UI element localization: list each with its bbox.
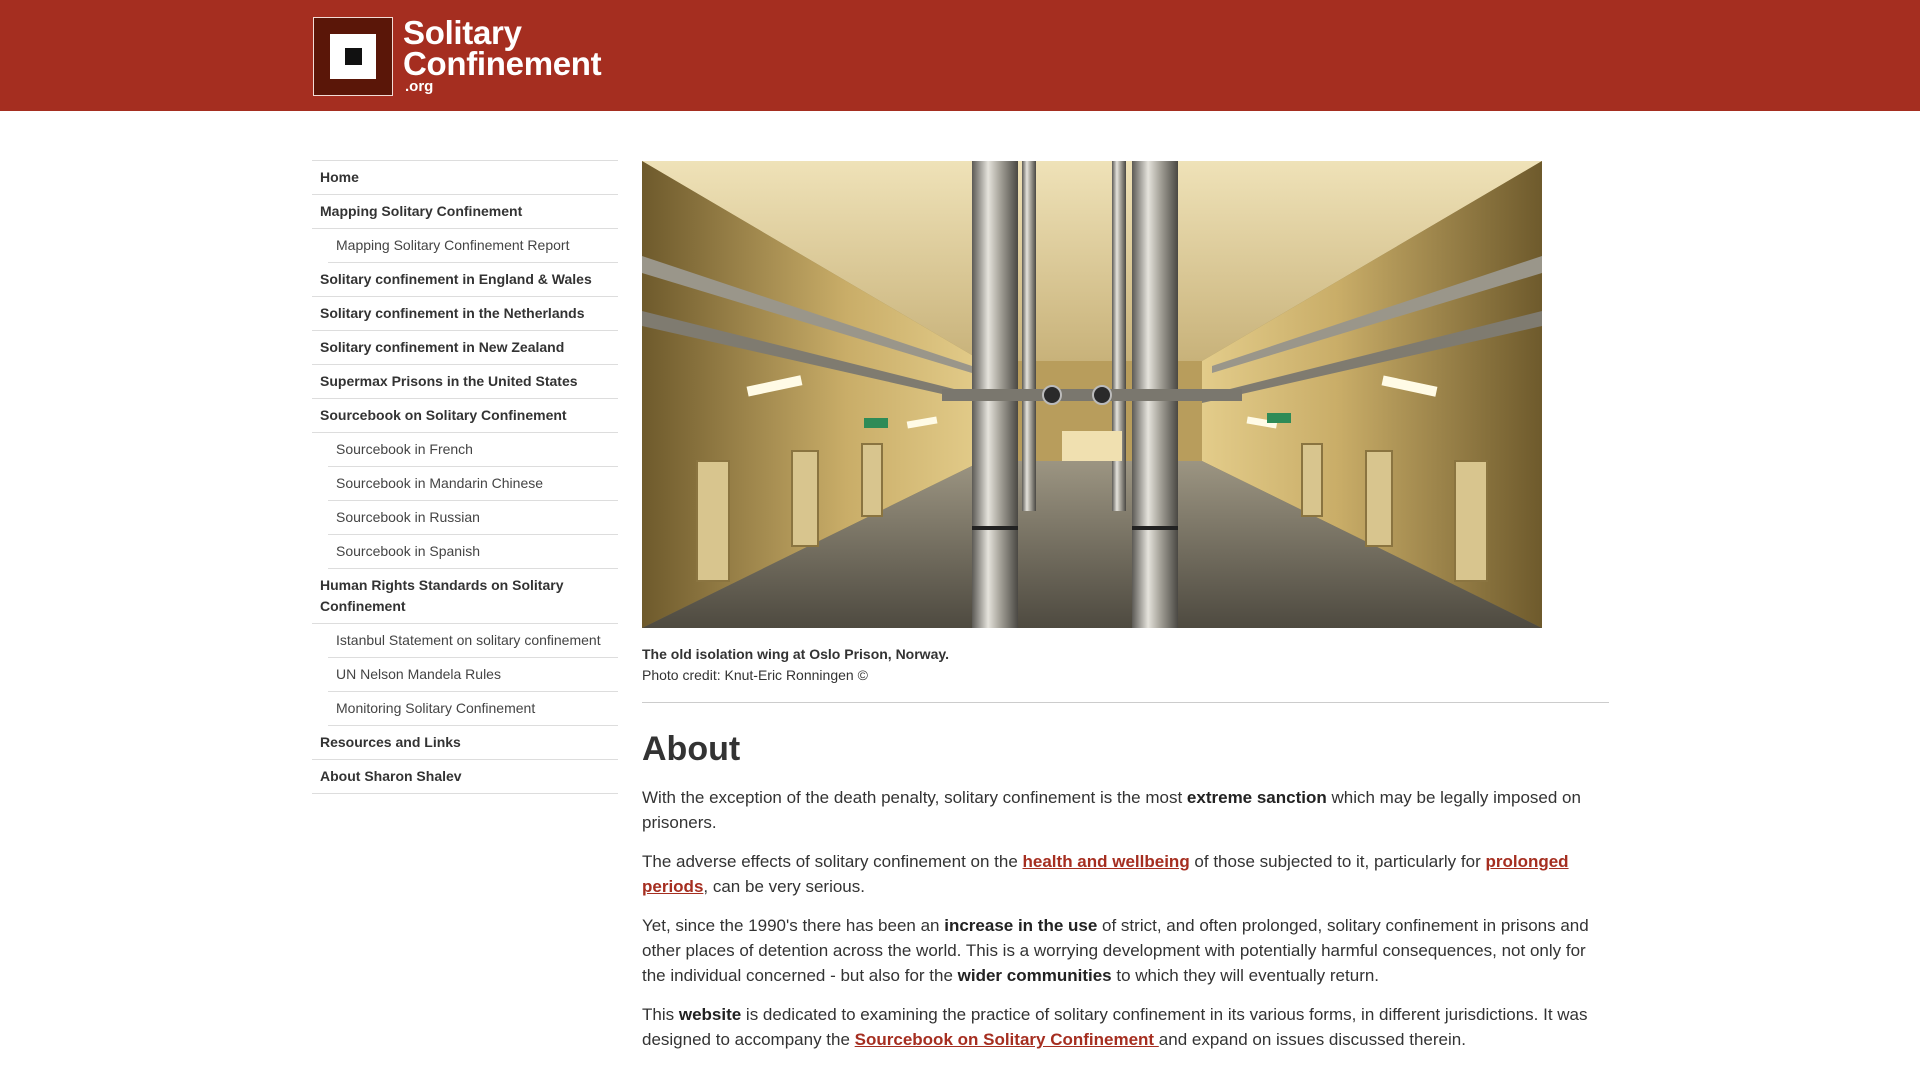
nav-item-netherlands[interactable] <box>312 297 618 331</box>
nav-item-sourcebook-russian[interactable] <box>328 501 618 535</box>
nav-label: Mapping Solitary Confinement <box>320 203 523 219</box>
text-span: of those subjected to it, particularly for <box>1189 852 1486 871</box>
nav-label: Solitary confinement in New Zealand <box>320 339 565 355</box>
about-paragraph-2 <box>642 849 1609 899</box>
nav-item-supermax[interactable] <box>312 365 618 399</box>
nav-label: Sourcebook on Solitary Confinement <box>320 407 567 423</box>
text-span: to which they will eventually return. <box>1111 966 1380 985</box>
site-header <box>0 0 1920 111</box>
text-span: The adverse effects of solitary confinement on the <box>642 852 1023 871</box>
logo-line1: Solitary <box>403 14 522 51</box>
sourcebook-link[interactable]: Sourcebook on Solitary Confinement <box>854 1030 1159 1049</box>
caption-title: The old isolation wing at Oslo Prison, Norway. <box>642 646 949 662</box>
nav-item-mapping-report[interactable] <box>328 229 618 263</box>
nav-item-sourcebook[interactable] <box>312 399 618 433</box>
nav-label: Sourcebook in Spanish <box>336 543 480 559</box>
nav-label: Sourcebook in Mandarin Chinese <box>336 475 544 491</box>
text-span: This <box>642 1005 679 1024</box>
nav-label: Sourcebook in Russian <box>336 509 480 525</box>
text-span: is dedicated to examining the practice of solitary confinement in its various forms, in different jurisdictions. It was designed to accompany the <box>642 1005 1588 1049</box>
nav-label: Home <box>320 169 359 185</box>
caption-credit: Photo credit: Knut-Eric Ronningen © <box>642 667 868 683</box>
nav-label: Sourcebook in French <box>336 441 473 457</box>
nav-label: Solitary confinement in the Netherlands <box>320 305 585 321</box>
nav-item-sourcebook-mandarin[interactable] <box>328 467 618 501</box>
nav-label: Istanbul Statement on solitary confinement <box>336 632 601 648</box>
nav-item-istanbul[interactable] <box>328 624 618 658</box>
nav-item-mandela-rules[interactable] <box>328 658 618 692</box>
health-wellbeing-link[interactable]: health and wellbeing <box>1022 852 1190 871</box>
nav-label: Resources and Links <box>320 734 461 750</box>
sidebar-nav <box>312 160 618 794</box>
logo-text <box>403 14 602 95</box>
nav-label: Monitoring Solitary Confinement <box>336 700 536 716</box>
nav-label: UN Nelson Mandela Rules <box>336 666 501 682</box>
text-span: With the exception of the death penalty, solitary confinement is the most <box>642 788 1187 807</box>
text-span: and expand on issues discussed therein. <box>1158 1030 1466 1049</box>
nav-item-england-wales[interactable] <box>312 263 618 297</box>
divider <box>642 702 1609 703</box>
emphasis-text: extreme sanction <box>1186 788 1327 807</box>
page-title: About <box>642 730 741 768</box>
prolonged-periods-link[interactable]: prolonged periods <box>642 852 1569 896</box>
hero-caption <box>642 644 1609 686</box>
nav-item-monitoring[interactable] <box>328 692 618 726</box>
nav-label: Human Rights Standards on Solitary Confinement <box>320 577 564 614</box>
nav-item-sourcebook-french[interactable] <box>328 433 618 467</box>
text-span: of strict, and often prolonged, solitary confinement in prisons and other places of detention across the world. This is a worrying development with potentially harmful consequences, not only for the individual concerned - but also for the <box>642 916 1589 985</box>
nav-label: About Sharon Shalev <box>320 768 462 784</box>
logo-line2: Confinement <box>403 45 602 82</box>
about-paragraph-3 <box>642 913 1609 988</box>
nav-item-sourcebook-spanish[interactable] <box>328 535 618 569</box>
emphasis-text: wider communities <box>957 966 1112 985</box>
about-paragraph-1 <box>642 785 1609 835</box>
nav-item-new-zealand[interactable] <box>312 331 618 365</box>
emphasis-text: increase in the use <box>944 916 1098 935</box>
nav-item-home[interactable] <box>312 161 618 195</box>
text-span: , can be very serious. <box>703 877 865 896</box>
about-paragraph-4 <box>642 1002 1609 1052</box>
main-content <box>642 161 1609 1052</box>
nav-label: Solitary confinement in England & Wales <box>320 271 592 287</box>
hero-photo <box>642 161 1542 628</box>
logo-org: .org <box>405 78 434 95</box>
nav-item-resources[interactable] <box>312 726 618 760</box>
logo-mark-icon <box>313 17 393 96</box>
text-span: which may be legally imposed on prisoners. <box>642 788 1581 832</box>
nav-item-about-sharon[interactable] <box>312 760 618 794</box>
nav-item-mapping[interactable] <box>312 195 618 229</box>
nav-label: Mapping Solitary Confinement Report <box>336 237 570 253</box>
site-logo[interactable] <box>313 14 602 96</box>
nav-label: Supermax Prisons in the United States <box>320 373 578 389</box>
text-span: Yet, since the 1990's there has been an <box>642 916 945 935</box>
nav-item-human-rights[interactable] <box>312 569 618 624</box>
emphasis-text: website <box>678 1005 742 1024</box>
